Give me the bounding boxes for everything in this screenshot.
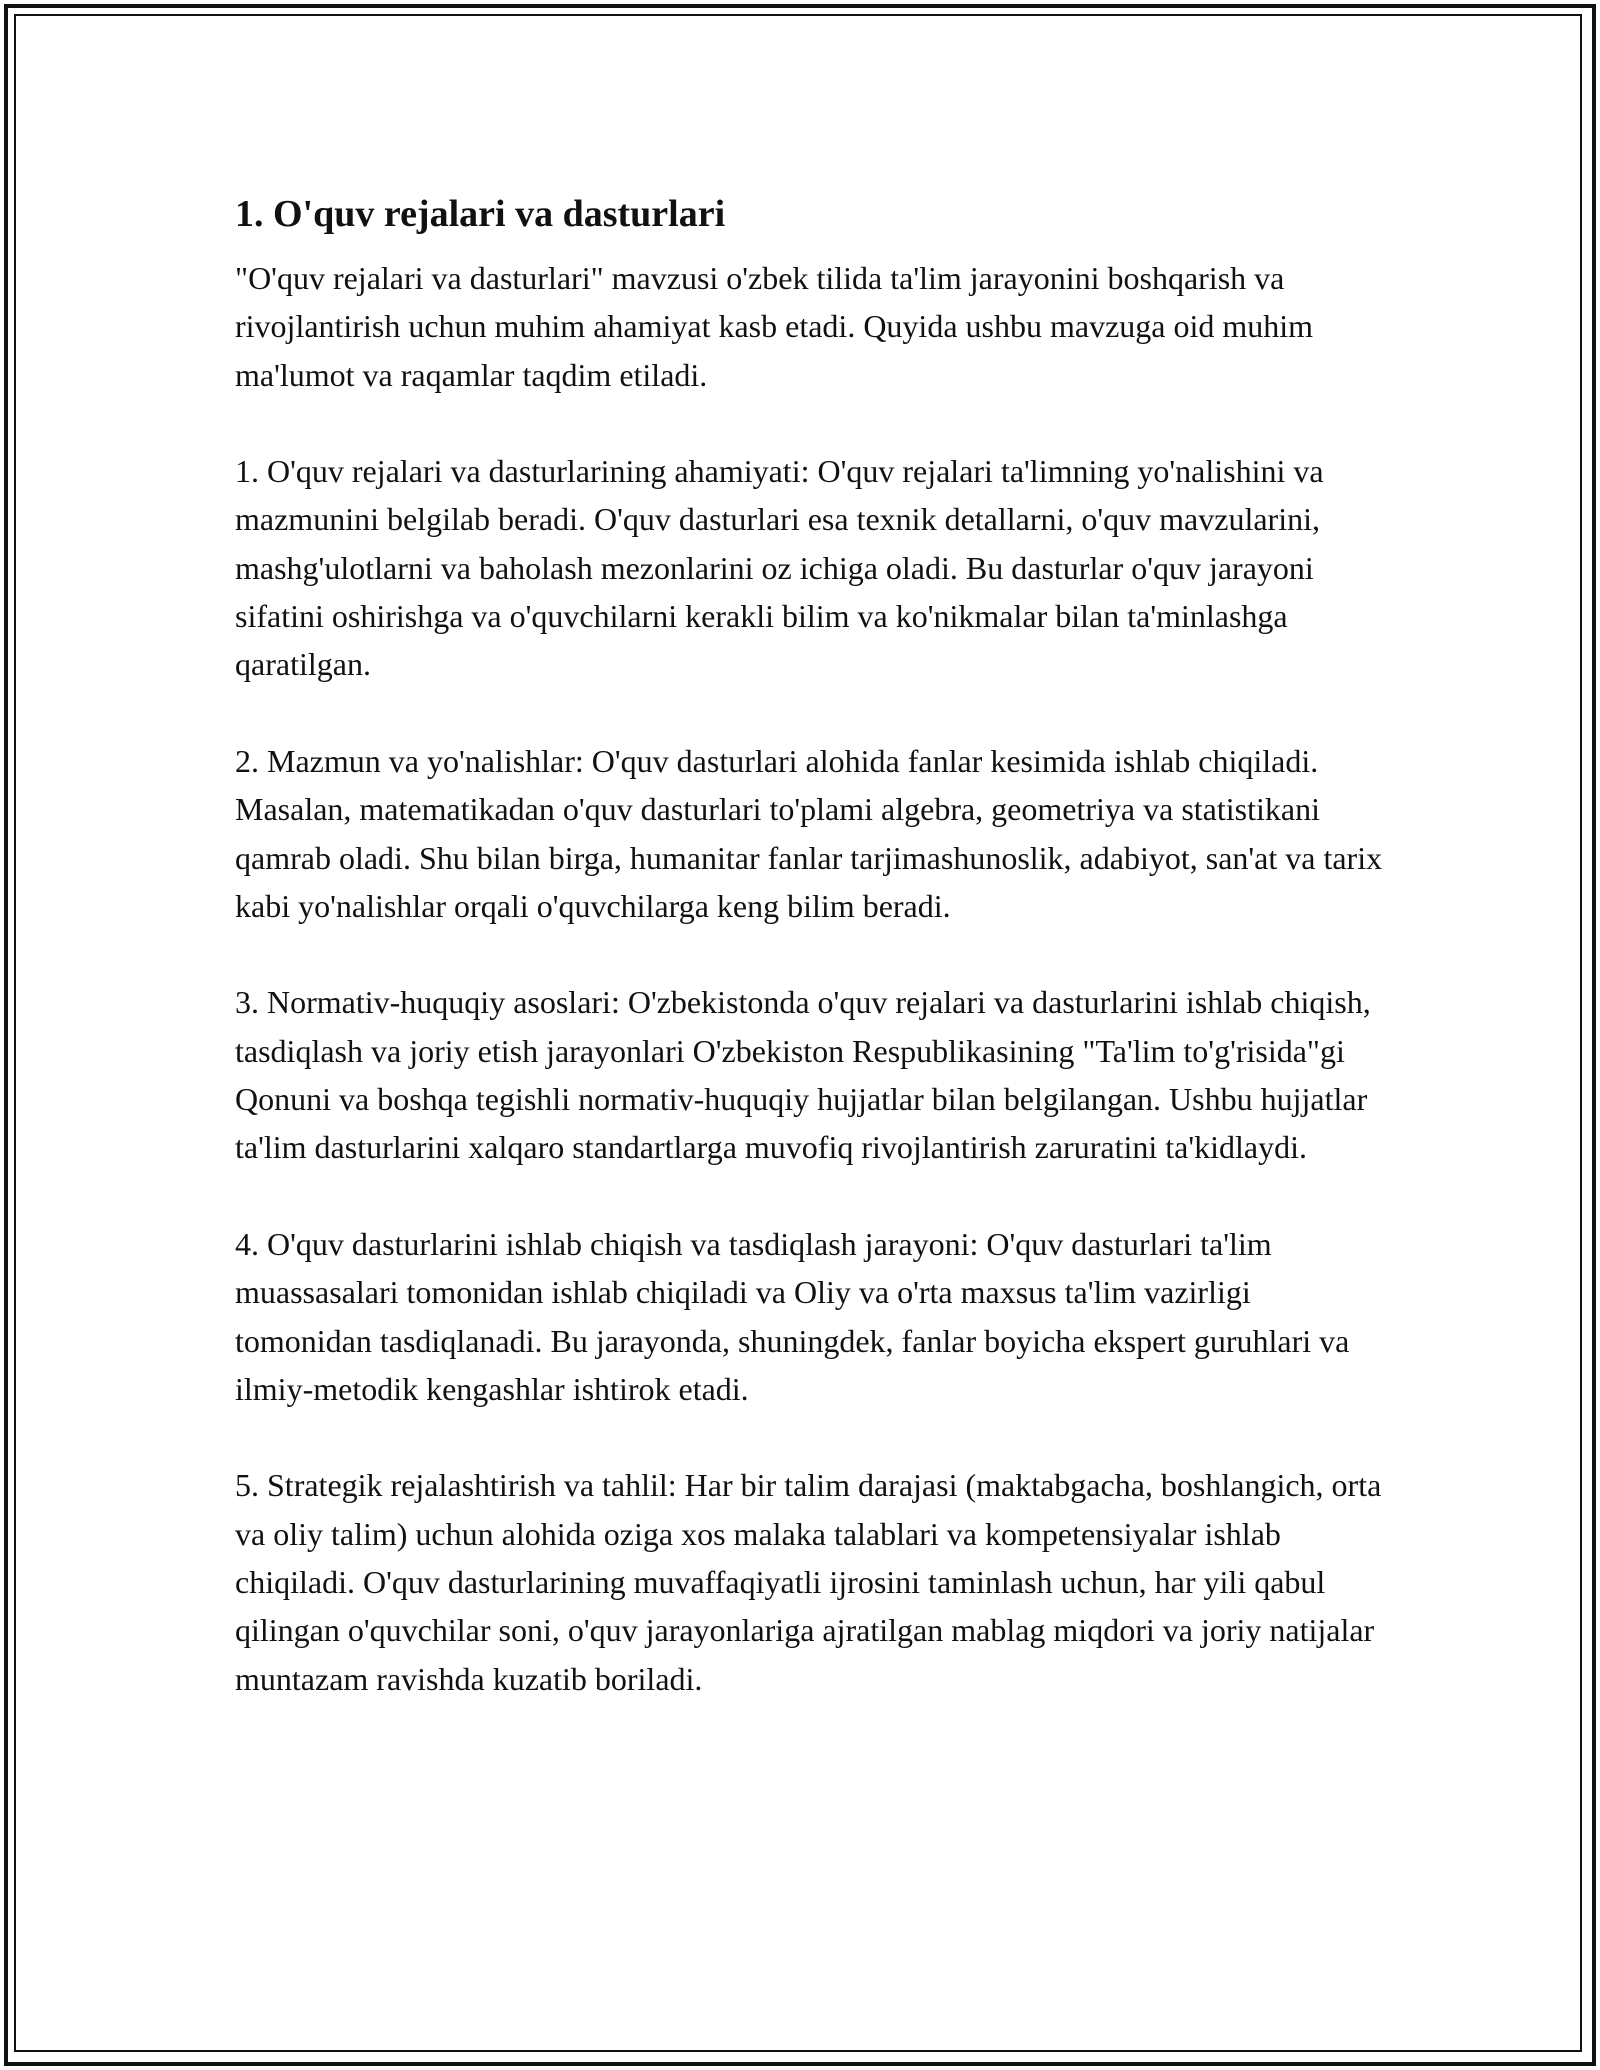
intro-paragraph: "O'quv rejalari va dasturlari" mavzusi o'zbek tilida ta'lim jarayonini boshqarish va rivojlantirish uchun muhim ahamiyat kasb etadi. Quyida ushbu mavzuga oid muhim ma'lumot va raqamlar taqdim etiladi.: [235, 260, 1314, 393]
paragraph-content-directions: 2. Mazmun va yo'nalishlar: O'quv dasturlari alohida fanlar kesimida ishlab chiqiladi. Masalan, matematikadan o'quv dasturlari to'plami algebra, geometriya va statistikani qamrab oladi. Shu bilan birga, humanitar fanlar tarjimashunoslik, adabiyot, san'at va tarix kabi yo'nalishlar orqali o'quvchilarga keng bilim beradi.: [235, 742, 1383, 924]
paragraph-development-approval: 4. O'quv dasturlarini ishlab chiqish va tasdiqlash jarayoni: O'quv dasturlari ta'lim muassasalari tomonidan ishlab chiqiladi va Oliy va o'rta maxsus ta'lim vazirligi tomonidan tasdiqlanadi. Bu jarayonda, shuningdek, fanlar boyicha ekspert guruhlari va ilmiy-metodik kengashlar ishtirok etadi.: [235, 1225, 1350, 1407]
document-title: 1. O'quv rejalari va dasturlari: [235, 193, 726, 235]
paragraph-legal-basis: 3. Normativ-huquqiy asoslari: O'zbekistonda o'quv rejalari va dasturlarini ishlab chiqish, tasdiqlash va joriy etish jarayonlari O'zbekiston Respublikasining "Ta'lim to'g'risida"gi Qonuni va boshqa tegishli normativ-huquqiy hujjatlar bilan belgilangan. Ushbu hujjatlar ta'lim dasturlarini xalqaro standartlarga muvofiq rivojlantirish zaruratini ta'kidlaydi.: [235, 984, 1371, 1166]
document-body: [235, 180, 1385, 1751]
paragraph-importance: 1. O'quv rejalari va dasturlarining ahamiyati: O'quv rejalari ta'limning yo'nalishini va mazmunini belgilab beradi. O'quv dasturlari esa texnik detallarni, o'quv mavzularini, mashg'ulotlarni va baholash mezonlarini oz ichiga oladi. Bu dasturlar o'quv jarayoni sifatini oshirishga va o'quvchilarni kerakli bilim va ko'nikmalar bilan ta'minlashga qaratilgan.: [235, 453, 1324, 683]
paragraph-strategic-planning: 5. Strategik rejalashtirish va tahlil: Har bir talim darajasi (maktabgacha, boshlangich, orta va oliy talim) uchun alohida oziga xos malaka talablari va kompetensiyalar ishlab chiqiladi. O'quv dasturlarining muvaffaqiyatli ijrosini taminlash uchun, har yili qabul qilingan o'quvchilar soni, o'quv jarayonlariga ajratilgan mablag miqdori va joriy natijalar muntazam ravishda kuzatib boriladi.: [235, 1467, 1382, 1697]
